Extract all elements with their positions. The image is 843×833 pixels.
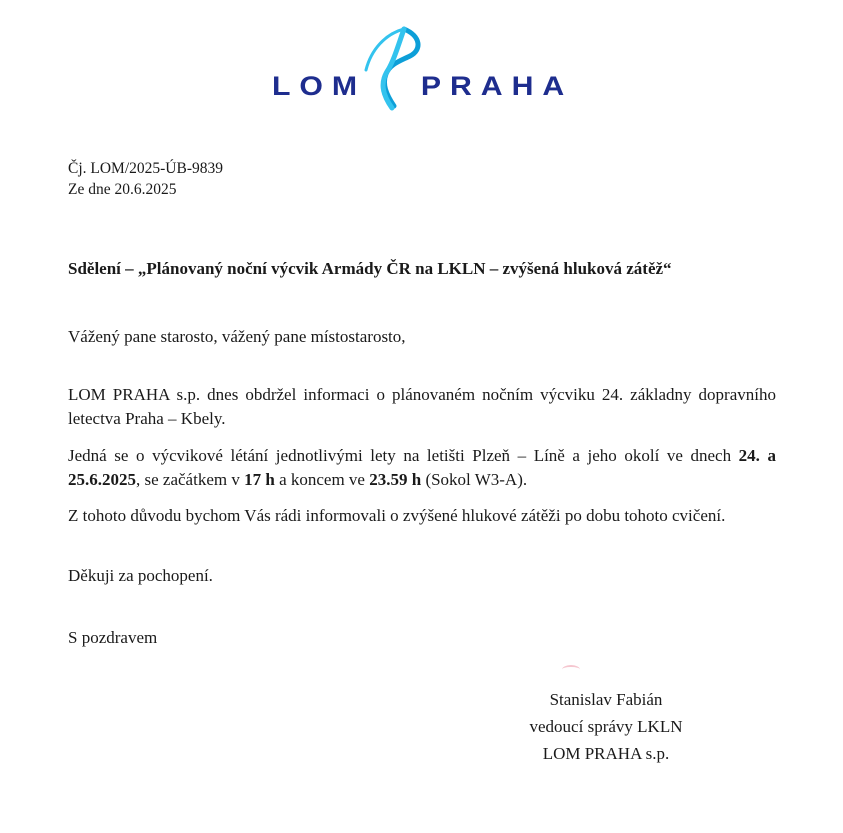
logo-word-praha: PRAHA [421, 71, 574, 101]
subject-line: Sdělení – „Plánovaný noční výcvik Armády ČR na LKLN – zvýšená hluková zátěž“ [68, 259, 672, 278]
paragraph-2-bold-start-time: 17 h [244, 470, 275, 489]
paragraph-3: Z tohoto důvodu bychom Vás rádi informovali o zvýšené hlukové zátěži po dobu tohoto cvičení. [68, 506, 726, 525]
salutation: Vážený pane starosto, vážený pane místostarosto, [68, 327, 406, 346]
paragraph-2-text-1: Jedná se o výcvikové létání jednotlivými lety na letišti Plzeň – Líně a jeho okolí ve dnech [68, 446, 739, 465]
lom-praha-logo [0, 26, 843, 114]
signature-company: LOM PRAHA s.p. [542, 744, 670, 763]
paragraph-2-bold-dates: 24. a 25.6.2025 [68, 446, 776, 489]
paragraph-2-text-3: a koncem ve [274, 470, 370, 489]
swoosh-bird-icon [363, 26, 427, 112]
thanks-line: Děkuji za pochopení. [68, 566, 213, 585]
letter-body [0, 158, 843, 767]
signature-role: vedoucí správy LKLN [529, 717, 683, 736]
signature-name: Stanislav Fabián [549, 690, 663, 709]
reference-number: Čj. LOM/2025-ÚB-9839 [68, 160, 223, 177]
closing-line: S pozdravem [68, 628, 158, 647]
reference-block [68, 158, 776, 200]
paragraph-2-bold-end-time: 23.59 h [369, 470, 422, 489]
paragraph-2-text-4: (Sokol W3-A). [421, 470, 528, 489]
reference-date: Ze dne 20.6.2025 [68, 181, 177, 198]
paragraph-1: LOM PRAHA s.p. dnes obdržel informaci o plánovaném nočním výcviku 24. základny dopravního letectva Praha – Kbely. [68, 385, 776, 428]
paragraph-2 [68, 444, 776, 492]
logo-word-lom: LOM [272, 71, 367, 101]
paragraph-2-text-2: , se začátkem v [136, 470, 245, 489]
signature-scan-artifact [562, 665, 580, 674]
signature-block [438, 686, 774, 767]
